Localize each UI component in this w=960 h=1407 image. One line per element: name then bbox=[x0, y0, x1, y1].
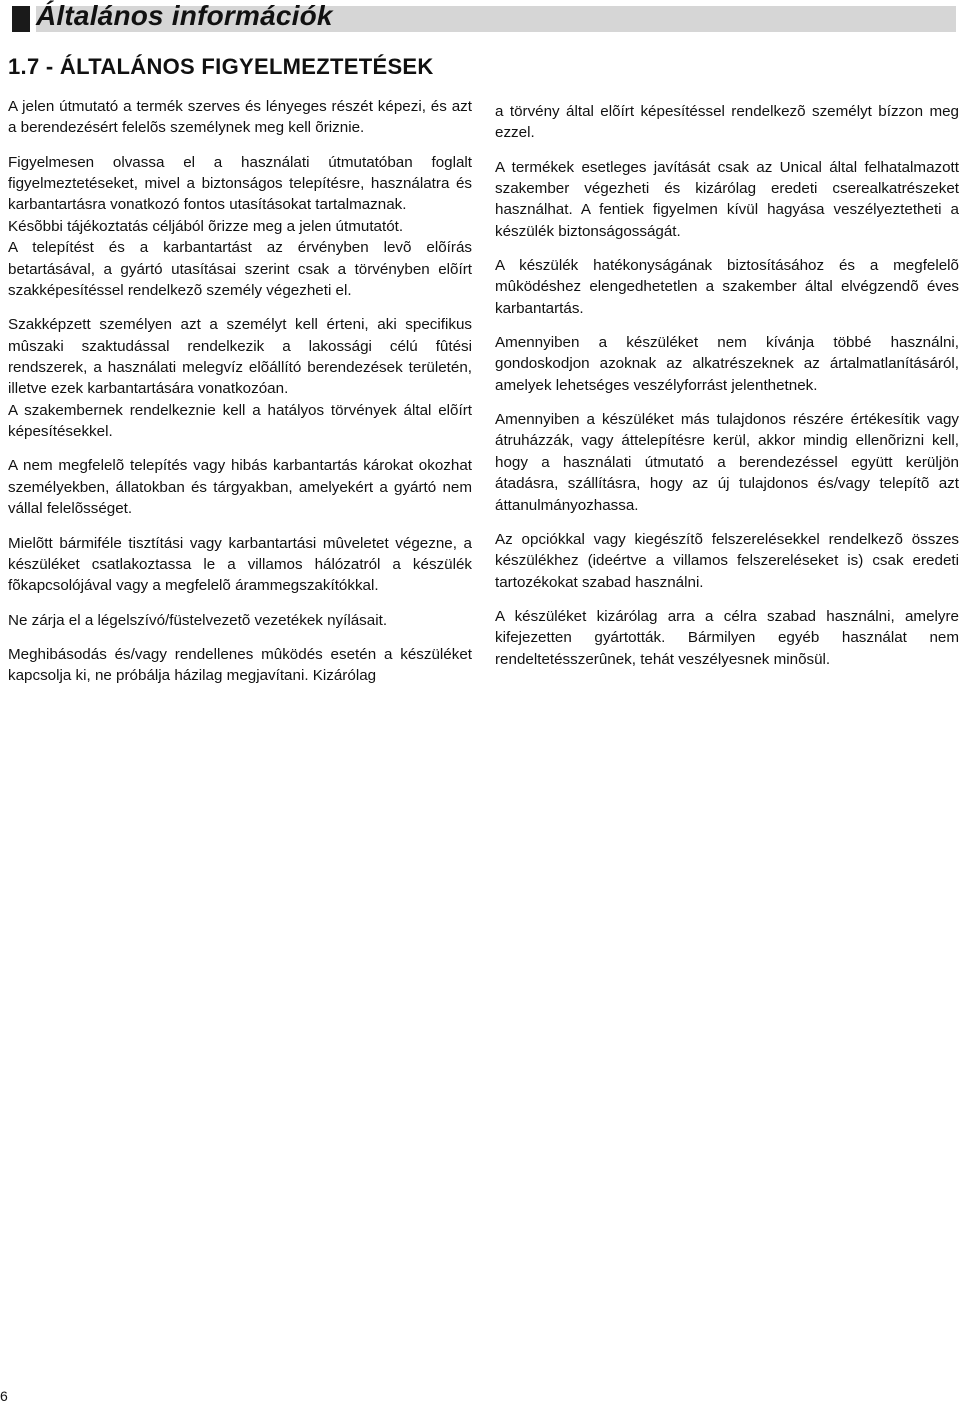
paragraph: A szakembernek rendelkeznie kell a hatályos törvények által elõírt képesítésekkel. bbox=[8, 401, 472, 441]
paragraph: A nem megfelelõ telepítés vagy hibás karbantartás károkat okozhat személyekben, állatokban és tárgyakban, amelyekért a gyártó nem vállal felelõsséget. bbox=[8, 457, 472, 518]
paragraph: Meghibásodás és/vagy rendellenes mûködés esetén a készüléket kapcsolja ki, ne próbálja házilag megjavítani. Kizárólag bbox=[8, 645, 472, 685]
section-title: 1.7 - ÁLTALÁNOS FIGYELMEZTETÉSEK bbox=[8, 54, 434, 79]
paragraph: Ne zárja el a légelszívó/füstelvezetõ vezetékek nyílásait. bbox=[8, 611, 388, 629]
paragraph: A telepítést és a karbantartást az érvényben levõ elõírás betartásával, a gyártó utasításai szerint csak a törvényben elõírt szakképesítéssel rendelkezõ személy végezheti el. bbox=[8, 239, 472, 300]
paragraph: Amennyiben a készüléket más tulajdonos részére értékesítik vagy átruházzák, vagy áttelepítésre kerül, akkor mindig ellenõrizni kell, hogy a használati útmutató a berendezéssel együtt kerüljön átadásra, szállításra, hogy az új tulajdonos és/vagy telepítõ azt áttanulmányozhassa. bbox=[495, 411, 959, 514]
paragraph: Szakképzett személyen azt a személyt kell érteni, aki specifikus mûszaki szaktudással rendelkezik a lakossági célú fûtési rendszerek, a használati melegvíz elõállító berendezések területén, illetve ezek karbantartására vonatkozóan. bbox=[8, 316, 472, 398]
paragraph: Késõbbi tájékoztatás céljából õrizze meg a jelen útmutatót. bbox=[8, 217, 404, 235]
right-text-column bbox=[495, 101, 959, 683]
page-number: 6 bbox=[0, 1388, 8, 1404]
paragraph: A termékek esetleges javítását csak az Unical által felhatalmazott szakember végezheti és kizárólag eredeti cserealkatrészeket használhat. A fentiek figyelmen kívül hagyása veszélyeztetheti a készülék biztonságosságát. bbox=[495, 158, 959, 240]
paragraph: a törvény által elõírt képesítéssel rendelkezõ személyt bízzon meg ezzel. bbox=[495, 103, 959, 142]
page-header-title: Általános információk bbox=[36, 0, 333, 31]
paragraph: A készülék hatékonyságának biztosításához és a megfelelõ mûködéshez elengedhetetlen a szakember által elvégzendõ éves karbantartás. bbox=[495, 257, 959, 317]
paragraph: Figyelmesen olvassa el a használati útmutatóban foglalt figyelmeztetéseket, mivel a biztonságos telepítésre, használatra és karbantartásra vonatkozó fontos utasításokat tartalmaznak. bbox=[8, 153, 472, 214]
left-text-column bbox=[8, 96, 472, 699]
paragraph: A jelen útmutató a termék szerves és lényeges részét képezi, és azt a berendezésért felelõs személynek meg kell õriznie. bbox=[8, 98, 472, 137]
paragraph: A készüléket kizárólag arra a célra szabad használni, amelyre kifejezetten gyártották. Bármilyen egyéb használat nem rendeltetésszerûnek, tehát veszélyesnek minõsül. bbox=[495, 607, 959, 668]
paragraph: Mielõtt bármiféle tisztítási vagy karbantartási mûveletet végezne, a készüléket csatlakoztassa le a villamos hálózatról a készülék fõkapcsolójával vagy a megfelelõ árammegszakítókkal. bbox=[8, 534, 472, 595]
paragraph: Az opciókkal vagy kiegészítõ felszerelésekkel rendelkezõ összes készülékhez (ideértve a villamos felszereléseket is) csak eredeti tartozékokat szabad használni. bbox=[495, 530, 959, 591]
paragraph: Amennyiben a készüléket nem kívánja többé használni, gondoskodjon azoknak az alkatrészeknek az ártalmatlanításáról, amelyek lehetséges veszélyforrást jelenthetnek. bbox=[495, 334, 959, 394]
header-marker-block bbox=[12, 6, 30, 32]
